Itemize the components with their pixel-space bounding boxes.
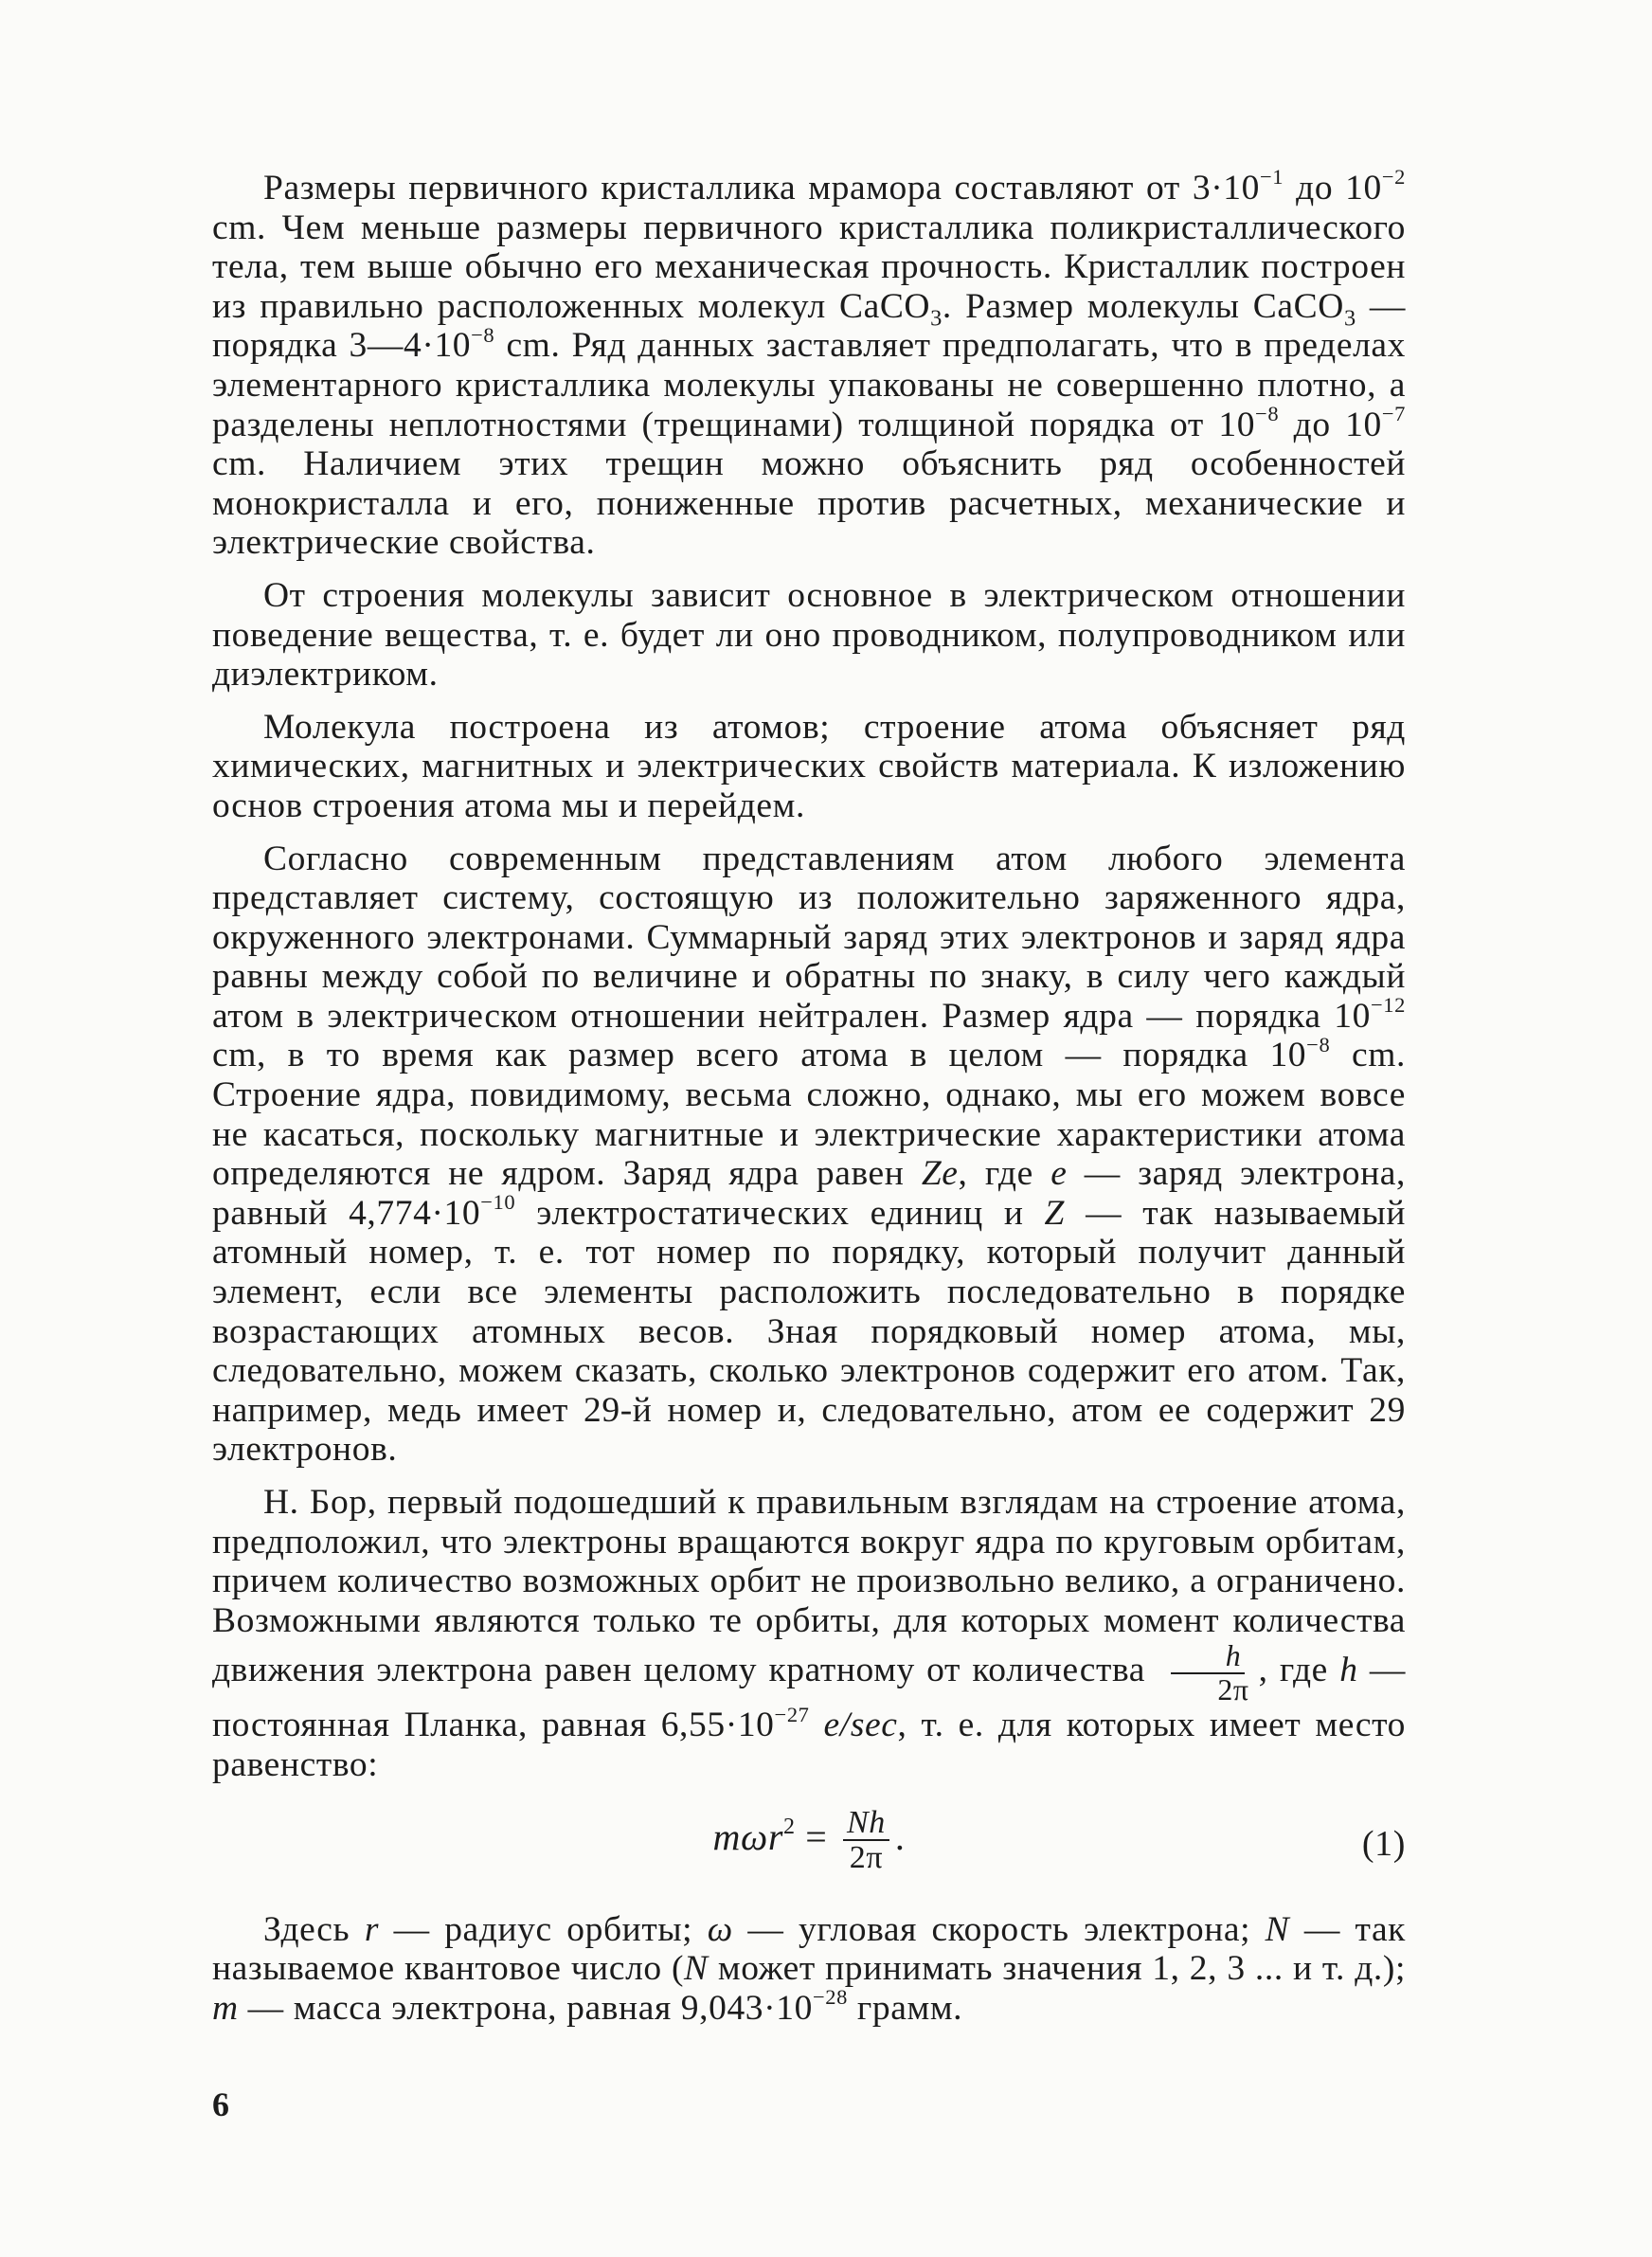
exponent: −8 — [1306, 1032, 1331, 1056]
math-symbol: h — [1339, 1651, 1358, 1690]
text-run: — так называемый атомный номер, т. е. тот номер по порядку, который получит данный элемент, если все элементы расположить последовательно в порядке возрастающих атомных весов. Зная порядковый номер атома, мы, следовательно, можем сказать, сколько электронов содержит его атом. Так, например, медь имеет 29-й номер и, следовательно, атом ее содержит 29 электронов. — [212, 1193, 1406, 1470]
text-run: — постоянная Планка, равная 6,55·10 — [212, 1651, 1406, 1745]
paragraph-atom-model — [212, 840, 1406, 1471]
exponent: −10 — [480, 1190, 516, 1215]
exponent: −1 — [1260, 165, 1284, 190]
equation-lhs: mωr — [712, 1815, 784, 1858]
equation-body — [212, 1806, 1406, 1875]
unit-symbol: e/sec — [809, 1706, 898, 1745]
text-run: . Размер молекулы CaCO — [942, 286, 1344, 326]
exponent: −8 — [471, 322, 495, 347]
page-number: 6 — [212, 2085, 229, 2123]
text-run: грамм. — [847, 1988, 963, 2028]
math-symbol: Z — [1044, 1193, 1066, 1233]
fraction-numerator: Nh — [843, 1806, 889, 1842]
math-symbol: Ze — [921, 1154, 959, 1194]
text-run: — так называемое квантовое число ( — [212, 1909, 1407, 1989]
text-run: cm, в то время как размер всего атома в целом — порядка 10 — [212, 1036, 1307, 1075]
paragraph-marble-crystal — [212, 165, 1407, 563]
text-run: Здесь — [263, 1909, 365, 1949]
text-run: — заряд электрона, равный 4,774·10 — [212, 1154, 1407, 1233]
equation-1 — [212, 1798, 1406, 1889]
exponent: −7 — [1381, 401, 1406, 425]
equation-period: . — [894, 1815, 906, 1858]
text-run: Размеры первичного кристаллика мрамора составляют от 3·10 — [263, 169, 1260, 208]
math-symbol: N — [1265, 1909, 1290, 1949]
math-symbol: r — [364, 1909, 380, 1949]
math-symbol: m — [212, 1988, 239, 2028]
paragraph-notation — [212, 1910, 1406, 2029]
fraction-h-over-2pi — [1162, 1640, 1252, 1706]
text-run: электростатических единиц и — [515, 1193, 1045, 1233]
fraction-denominator: 2π — [1217, 1672, 1249, 1706]
equation-number: (1) — [1361, 1823, 1406, 1864]
exponent: −28 — [812, 1984, 848, 2009]
exponent: −27 — [774, 1702, 810, 1726]
fraction-nh-over-2pi — [843, 1806, 889, 1875]
text-run: — угловая скорость электрона; — [732, 1909, 1266, 1949]
paragraph-bohr — [212, 1483, 1406, 1785]
text-run: — порядка 3—4·10 — [212, 286, 1407, 366]
equals-sign: = — [795, 1815, 837, 1858]
text-run: , где — [1258, 1651, 1340, 1690]
math-symbol: ω — [707, 1909, 733, 1949]
fraction-numerator: h — [1171, 1640, 1246, 1673]
text-run: до 10 — [1284, 169, 1382, 208]
text-run: может принимать значения 1, 2, 3 ... и т. д.); — [708, 1949, 1406, 1989]
exponent: 2 — [783, 1814, 796, 1839]
text-run: до 10 — [1279, 405, 1382, 444]
math-symbol: e — [1050, 1154, 1068, 1194]
text-run: cm. Ряд данных заставляет предполагать, что в пределах элементарного кристаллика молекулы упакованы не совершенно плотно, а разделены неплотностями (трещинами) толщиной порядка от 10 — [212, 326, 1406, 444]
exponent: −2 — [1381, 165, 1406, 190]
text-run: , где — [958, 1154, 1051, 1194]
text-run: cm. Чем меньше размеры первичного кристаллика поликристаллического тела, тем выше обычно его механическая прочность. Кристаллик построен из правильно расположенных молекул CaCO — [212, 208, 1406, 326]
exponent: −8 — [1255, 401, 1280, 425]
text-run: — масса электрона, равная 9,043·10 — [238, 1988, 813, 2028]
paragraph-atoms: Молекула построена из атомов; строение атома объясняет ряд химических, магнитных и электрических свойств материала. К изложению основ строения атома мы и перейдем. — [212, 707, 1406, 825]
text-run: — радиус орбиты; — [379, 1909, 708, 1949]
text-run: Согласно современным представлениям атом любого элемента представляет систему, состоящую из положительно заряженного ядра, окруженного электронами. Суммарный заряд этих электронов и заряд ядра равны между собой по величине и обратны по знаку, в силу чего каждый атом в электрическом отношении нейтрален. Размер ядра — порядка 10 — [212, 839, 1406, 1036]
paragraph-molecule-structure: От строения молекулы зависит основное в электрическом отношении поведение вещества, т. е. будет ли оно проводником, полупроводником или диэлектриком. — [212, 575, 1406, 695]
body-text — [212, 165, 1407, 2041]
fraction-denominator: 2π — [849, 1840, 884, 1876]
exponent: −12 — [1371, 993, 1406, 1018]
subscript: 3 — [1343, 305, 1356, 332]
text-run: Н. Бор, первый подошедший к правильным взглядам на строение атома, предположил, что электроны вращаются вокруг ядра по круговым орбитам, причем количество возможных орбит не произвольно велико, а ограничено. Возможными являются только те орбиты, для которых момент количества движения электрона равен целому кратному от количества — [212, 1483, 1406, 1690]
text-run: , т. е. для которых имеет место равенство: — [212, 1706, 1406, 1784]
text-run: cm. Наличием этих трещин можно объяснить ряд особенностей монокристалла и его, пониженные против расчетных, механические и электрические свойства. — [212, 444, 1406, 563]
math-symbol: N — [684, 1949, 709, 1989]
text-run: cm. Строение ядра, повидимому, весьма сложно, однако, мы его можем вовсе не касаться, поскольку магнитные и электрические характеристики атома определяются не ядром. Заряд ядра равен — [212, 1036, 1406, 1194]
subscript: 3 — [930, 305, 943, 332]
